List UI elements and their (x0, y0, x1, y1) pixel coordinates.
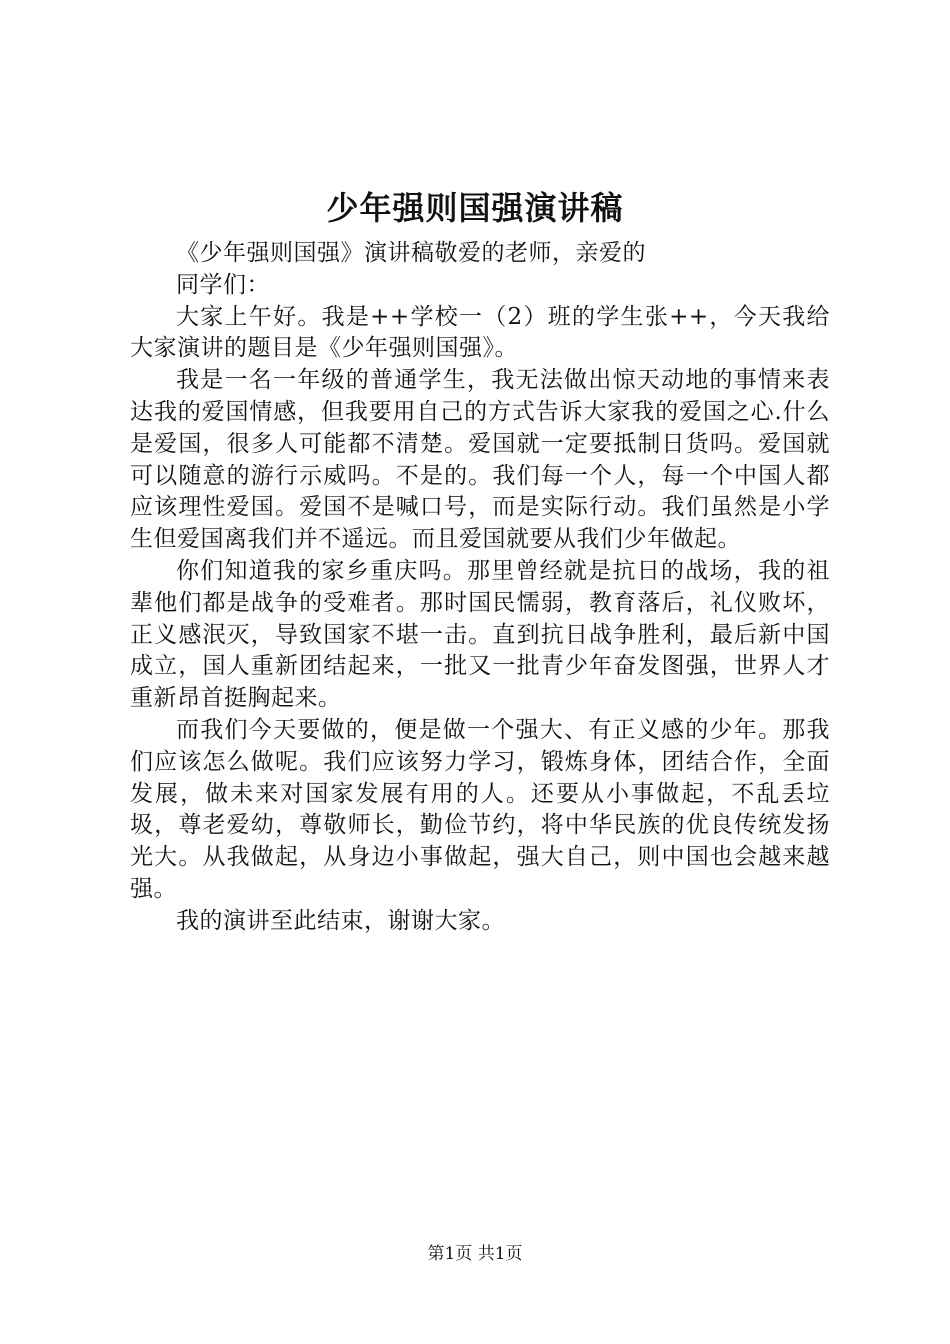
document-title: 少年强则国强演讲稿 (326, 189, 624, 227)
paragraph-closing: 我的演讲至此结束，谢谢大家。 (176, 907, 505, 934)
paragraph-patriotism: 我是一名一年级的普通学生，我无法做出惊天动地的事情来表达我的爱国情感，但我要用自己的方式告诉大家我的爱国之心.什么是爱国，很多人可能都不清楚。爱国就一定要抵制日货吗。爱国就可以随意的游行示威吗。不是的。我们每一个人，每一个中国人都应该理性爱国。爱国不是喊口号，而是实际行动。我们虽然是小学生但爱国离我们并不遥远。而且爱国就要从我们少年做起。 (130, 367, 830, 553)
paragraph-salutation: 《少年强则国强》演讲稿敬爱的老师，亲爱的 (176, 240, 646, 266)
page-number-footer: 第1页 共1页 (427, 1244, 523, 1264)
paragraph-intro: 大家上午好。我是++学校一（2）班的学生张++，今天我给大家演讲的题目是《少年强则国强》。 (130, 303, 830, 362)
document-body (130, 238, 830, 938)
paragraph-action: 而我们今天要做的，便是做一个强大、有正义感的少年。那我们应该怎么做呢。我们应该努力学习，锻炼身体，团结合作，全面发展，做未来对国家发展有用的人。还要从小事做起，不乱丢垃圾，尊老爱幼，尊敬师长，勤俭节约，将中华民族的优良传统发扬光大。从我做起，从身边小事做起，强大自己，则中国也会越来越强。 (130, 716, 830, 902)
paragraph-greeting: 同学们： (176, 271, 270, 298)
paragraph-hometown: 你们知道我的家乡重庆吗。那里曾经就是抗日的战场，我的祖辈他们都是战争的受难者。那时国民懦弱，教育落后，礼仪败坏，正义感泯灭，导致国家不堪一击。直到抗日战争胜利，最后新中国成立，国人重新团结起来，一批又一批青少年奋发图强，世界人才重新昂首挺胸起来。 (130, 557, 830, 712)
